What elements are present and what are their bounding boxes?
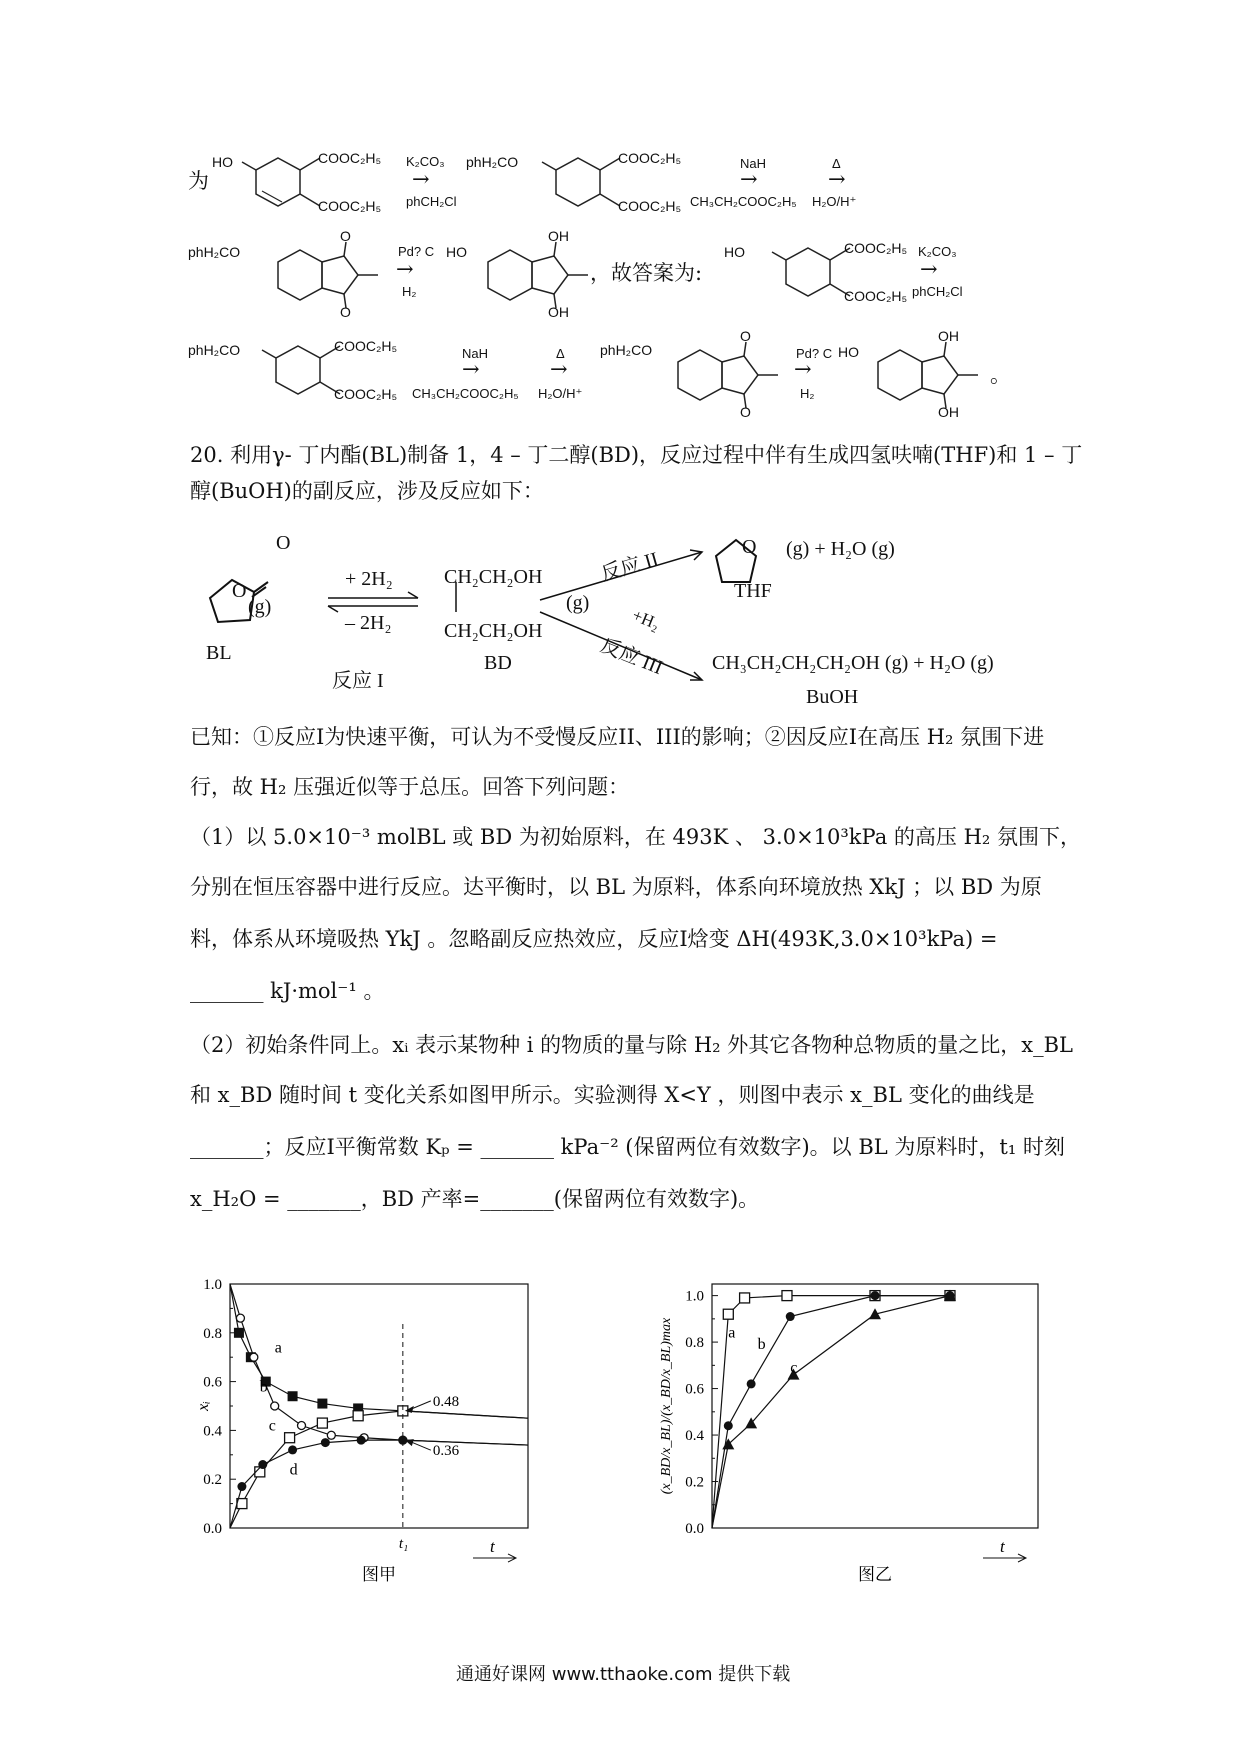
y-tick-label: 0.4	[685, 1428, 704, 1445]
question-intro-line2: 醇(BuOH)的副反应，涉及反应如下：	[190, 479, 544, 503]
arrow-2: →	[740, 167, 758, 191]
bl-phase: (g)	[248, 596, 272, 618]
part1-line1: （1）以 5.0×10⁻³ molBL 或 BD 为初始原料，在 493K 、 3.0×10³kPa 的高压 H₂ 氛围下，	[190, 825, 1081, 849]
bd-bottom: CH₂CH₂OH	[444, 620, 543, 642]
thf-ring-o: O	[742, 536, 757, 558]
point-c	[317, 1418, 327, 1428]
benzyloxy-label-2: phH₂CO	[188, 244, 241, 260]
lead-word: 为	[188, 169, 209, 193]
y-tick-label: 0.2	[685, 1474, 704, 1491]
series-label-b: b	[757, 1336, 766, 1354]
chart-yi	[650, 1270, 1070, 1600]
reagent-h2-2: H₂	[800, 386, 815, 401]
hydroxy-label: HO	[212, 154, 233, 170]
y-tick-label: 0.6	[685, 1381, 704, 1398]
structure-indanedione	[260, 230, 390, 320]
reagent-ethyl-propionate-2: CH₃CH₂COOC₂H₅	[412, 386, 519, 401]
reagent-acid: H₂O/H⁺	[812, 194, 857, 209]
point-a	[234, 1328, 244, 1338]
arrow-1: →	[412, 167, 430, 191]
arrow-6: →	[462, 357, 480, 381]
point-b	[327, 1431, 335, 1439]
part2-line3: _______；反应I平衡常数 Kₚ = _______ kPa⁻² (保留两位有效数字)。以 BL 为原料时，t₁ 时刻	[190, 1135, 1065, 1159]
chart-caption: 图乙	[858, 1565, 892, 1584]
arrow-3: →	[828, 167, 846, 191]
point-d	[237, 1482, 246, 1491]
point-d	[357, 1436, 366, 1445]
part1-line4: _______ kJ·mol⁻¹ 。	[190, 979, 385, 1003]
known-line1: 已知：①反应I为快速平衡，可认为不受慢反应II、III的影响；②因反应I在高压 H₂ 氛围下进	[190, 725, 1045, 749]
hydroxyl-top-2: OH	[938, 328, 959, 344]
hydroxy-label-2: HO	[446, 244, 467, 260]
part2-line4: x_H₂O = _______，BD 产率=_______(保留两位有效数字)。	[190, 1187, 760, 1211]
hydroxyl-bottom-2: OH	[938, 404, 959, 420]
thf-label: THF	[734, 580, 772, 602]
reagent-h2: H₂	[402, 284, 417, 299]
part2-line1: （2）初始条件同上。xᵢ 表示某物种 i 的物质的量与除 H₂ 外其它各物种总物质的量之比，x_BL	[190, 1033, 1073, 1057]
bd-phase: (g)	[566, 592, 590, 614]
reagent-heat: Δ	[832, 156, 841, 171]
point-d	[288, 1445, 297, 1454]
y-tick-label: 0.6	[203, 1374, 222, 1391]
question-intro-line1: 20. 利用γ- 丁内酯(BL)制备 1，4 – 丁二醇(BD)，反应过程中伴有生成四氢呋喃(THF)和 1 – 丁	[190, 443, 1083, 467]
point-a	[782, 1291, 792, 1301]
reagent-pdc: Pd? C	[398, 244, 435, 259]
reagent-bncl: phCH₂Cl	[406, 194, 457, 209]
bl-carbonyl-o: O	[276, 532, 291, 554]
point-b	[786, 1312, 795, 1321]
annotation-label: 0.48	[432, 1393, 460, 1410]
y-tick-label: 1.0	[203, 1277, 222, 1293]
known-line2: 行，故 H₂ 压强近似等于总压。回答下列问题：	[190, 775, 630, 799]
reagent-bncl-2: phCH₂Cl	[912, 284, 963, 299]
reagent-acid-2: H₂O/H⁺	[538, 386, 583, 401]
point-b	[298, 1422, 306, 1430]
reagent-nah-2: NaH	[462, 346, 489, 361]
arrow-4: →	[396, 257, 414, 281]
buoh-label: BuOH	[806, 686, 859, 708]
point-b	[236, 1314, 244, 1322]
ester-top-4: COOC₂H₅	[334, 338, 398, 354]
x-axis-label: t	[490, 1537, 495, 1556]
point-d	[258, 1460, 267, 1469]
reagent-k2co3: K₂CO₃	[406, 154, 445, 169]
carbonyl-o-top-2: O	[740, 328, 751, 344]
answer-lead: ，故答案为:	[590, 261, 703, 285]
benzyloxy-label-3: phH₂CO	[188, 342, 241, 358]
chart-jia	[195, 1270, 600, 1600]
ester-bottom-3: COOC₂H₅	[844, 288, 908, 304]
series-line-d	[230, 1440, 528, 1528]
reaction-3-label: 反应 III	[597, 634, 666, 680]
ester-top-2: COOC₂H₅	[618, 150, 682, 166]
bl-label: BL	[206, 642, 232, 664]
bd-top: CH₂CH₂OH	[444, 566, 543, 588]
arrow-7: →	[550, 357, 568, 381]
series-label-d: d	[289, 1461, 298, 1479]
ester-top-3: COOC₂H₅	[844, 240, 908, 256]
series-line-b	[712, 1296, 950, 1528]
reagent-heat-2: Δ	[556, 346, 565, 361]
y-tick-label: 0.0	[685, 1521, 704, 1537]
part2-line2: 和 x_BD 随时间 t 变化关系如图甲所示。实验测得 X<Y ，则图中表示 x_BL 变化的曲线是	[190, 1083, 1035, 1107]
benzyloxy-label-1: phH₂CO	[466, 154, 519, 170]
reaction-2-label: 反应 II	[598, 548, 661, 586]
structure-indanediol-2	[860, 330, 990, 420]
point-c	[285, 1433, 295, 1443]
y-tick-label: 0.4	[203, 1423, 222, 1440]
point-b	[724, 1421, 733, 1430]
minus-2h2: – 2H₂	[345, 612, 392, 634]
point-a	[288, 1391, 298, 1401]
ester-top: COOC₂H₅	[318, 150, 382, 166]
series-label-a: a	[274, 1339, 282, 1357]
reagent-ethyl-propionate: CH₃CH₂COOC₂H₅	[690, 194, 797, 209]
y-tick-label: 1.0	[685, 1288, 704, 1305]
point-b	[271, 1402, 279, 1410]
part1-line3: 料，体系从环境吸热 YkJ 。忽略副反应热效应，反应I焓变 ΔH(493K,3.0×10³kPa) =	[190, 927, 998, 951]
x-axis-label: t	[1000, 1537, 1005, 1556]
reagent-nah: NaH	[740, 156, 767, 171]
point-a	[317, 1399, 327, 1409]
arrow-5: →	[920, 257, 938, 281]
ester-bottom-4: COOC₂H₅	[334, 386, 398, 402]
point-d	[321, 1438, 330, 1447]
y-tick-label: 0.2	[203, 1472, 222, 1489]
y-tick-label: 0.8	[203, 1325, 222, 1342]
bd-label: BD	[484, 652, 512, 674]
series-label-a: a	[728, 1324, 736, 1342]
point-b	[747, 1379, 756, 1388]
y-tick-label: 0.8	[685, 1335, 704, 1352]
structure-indanediol	[470, 230, 600, 320]
chart-caption: 图甲	[362, 1565, 396, 1584]
footer-credit: 通通好课网 www.tthaoke.com 提供下载	[456, 1664, 791, 1685]
y-tick-label: 0.0	[203, 1521, 222, 1537]
point-b	[250, 1353, 258, 1361]
series-label-c: c	[790, 1359, 798, 1377]
series-line-a	[712, 1296, 950, 1528]
reaction-1-label: 反应 I	[332, 670, 384, 692]
structure-indanedione-2	[660, 330, 790, 420]
reagent-pdc-2: Pd? C	[796, 346, 833, 361]
ester-bottom-2: COOC₂H₅	[618, 198, 682, 214]
y-axis-label: xᵢ	[195, 1401, 212, 1411]
point-a	[723, 1309, 733, 1319]
annotation-label: 0.36	[432, 1443, 460, 1460]
point-a	[740, 1293, 750, 1303]
hydroxyl-bottom: OH	[548, 304, 569, 320]
buoh-products: CH₃CH₂CH₂CH₂OH (g) + H₂O (g)	[712, 652, 994, 674]
arrow-8: →	[794, 357, 812, 381]
series-label-c: c	[268, 1417, 276, 1435]
plus-h2: +H₂	[629, 605, 663, 634]
reagent-k2co3-2: K₂CO₃	[918, 244, 957, 259]
hydroxyl-top: OH	[548, 228, 569, 244]
point-b	[871, 1291, 880, 1300]
thf-products: (g) + H₂O (g)	[786, 538, 895, 560]
plot-frame	[712, 1284, 1038, 1528]
carbonyl-o-bottom-2: O	[740, 404, 751, 420]
carbonyl-o-top: O	[340, 228, 351, 244]
ester-bottom: COOC₂H₅	[318, 198, 382, 214]
series-label-b: b	[259, 1378, 268, 1396]
part1-line2: 分别在恒压容器中进行反应。达平衡时，以 BL 为原料，体系向环境放热 XkJ ；以 BD 为原	[190, 875, 1042, 899]
point-c	[353, 1411, 363, 1421]
end-mark: 。	[990, 363, 1011, 387]
t1-label: t₁	[398, 1536, 409, 1552]
hydroxy-label-3: HO	[724, 244, 745, 260]
plus-2h2: + 2H₂	[345, 568, 393, 590]
y-axis-label: (x_BD/x_BL)/(x_BD/x_BL)max	[659, 1317, 674, 1495]
hydroxy-label-4: HO	[838, 344, 859, 360]
bl-ring-o: O	[232, 580, 247, 602]
carbonyl-o-bottom: O	[340, 304, 351, 320]
series-line-c	[712, 1296, 950, 1528]
benzyloxy-label-4: phH₂CO	[600, 342, 653, 358]
